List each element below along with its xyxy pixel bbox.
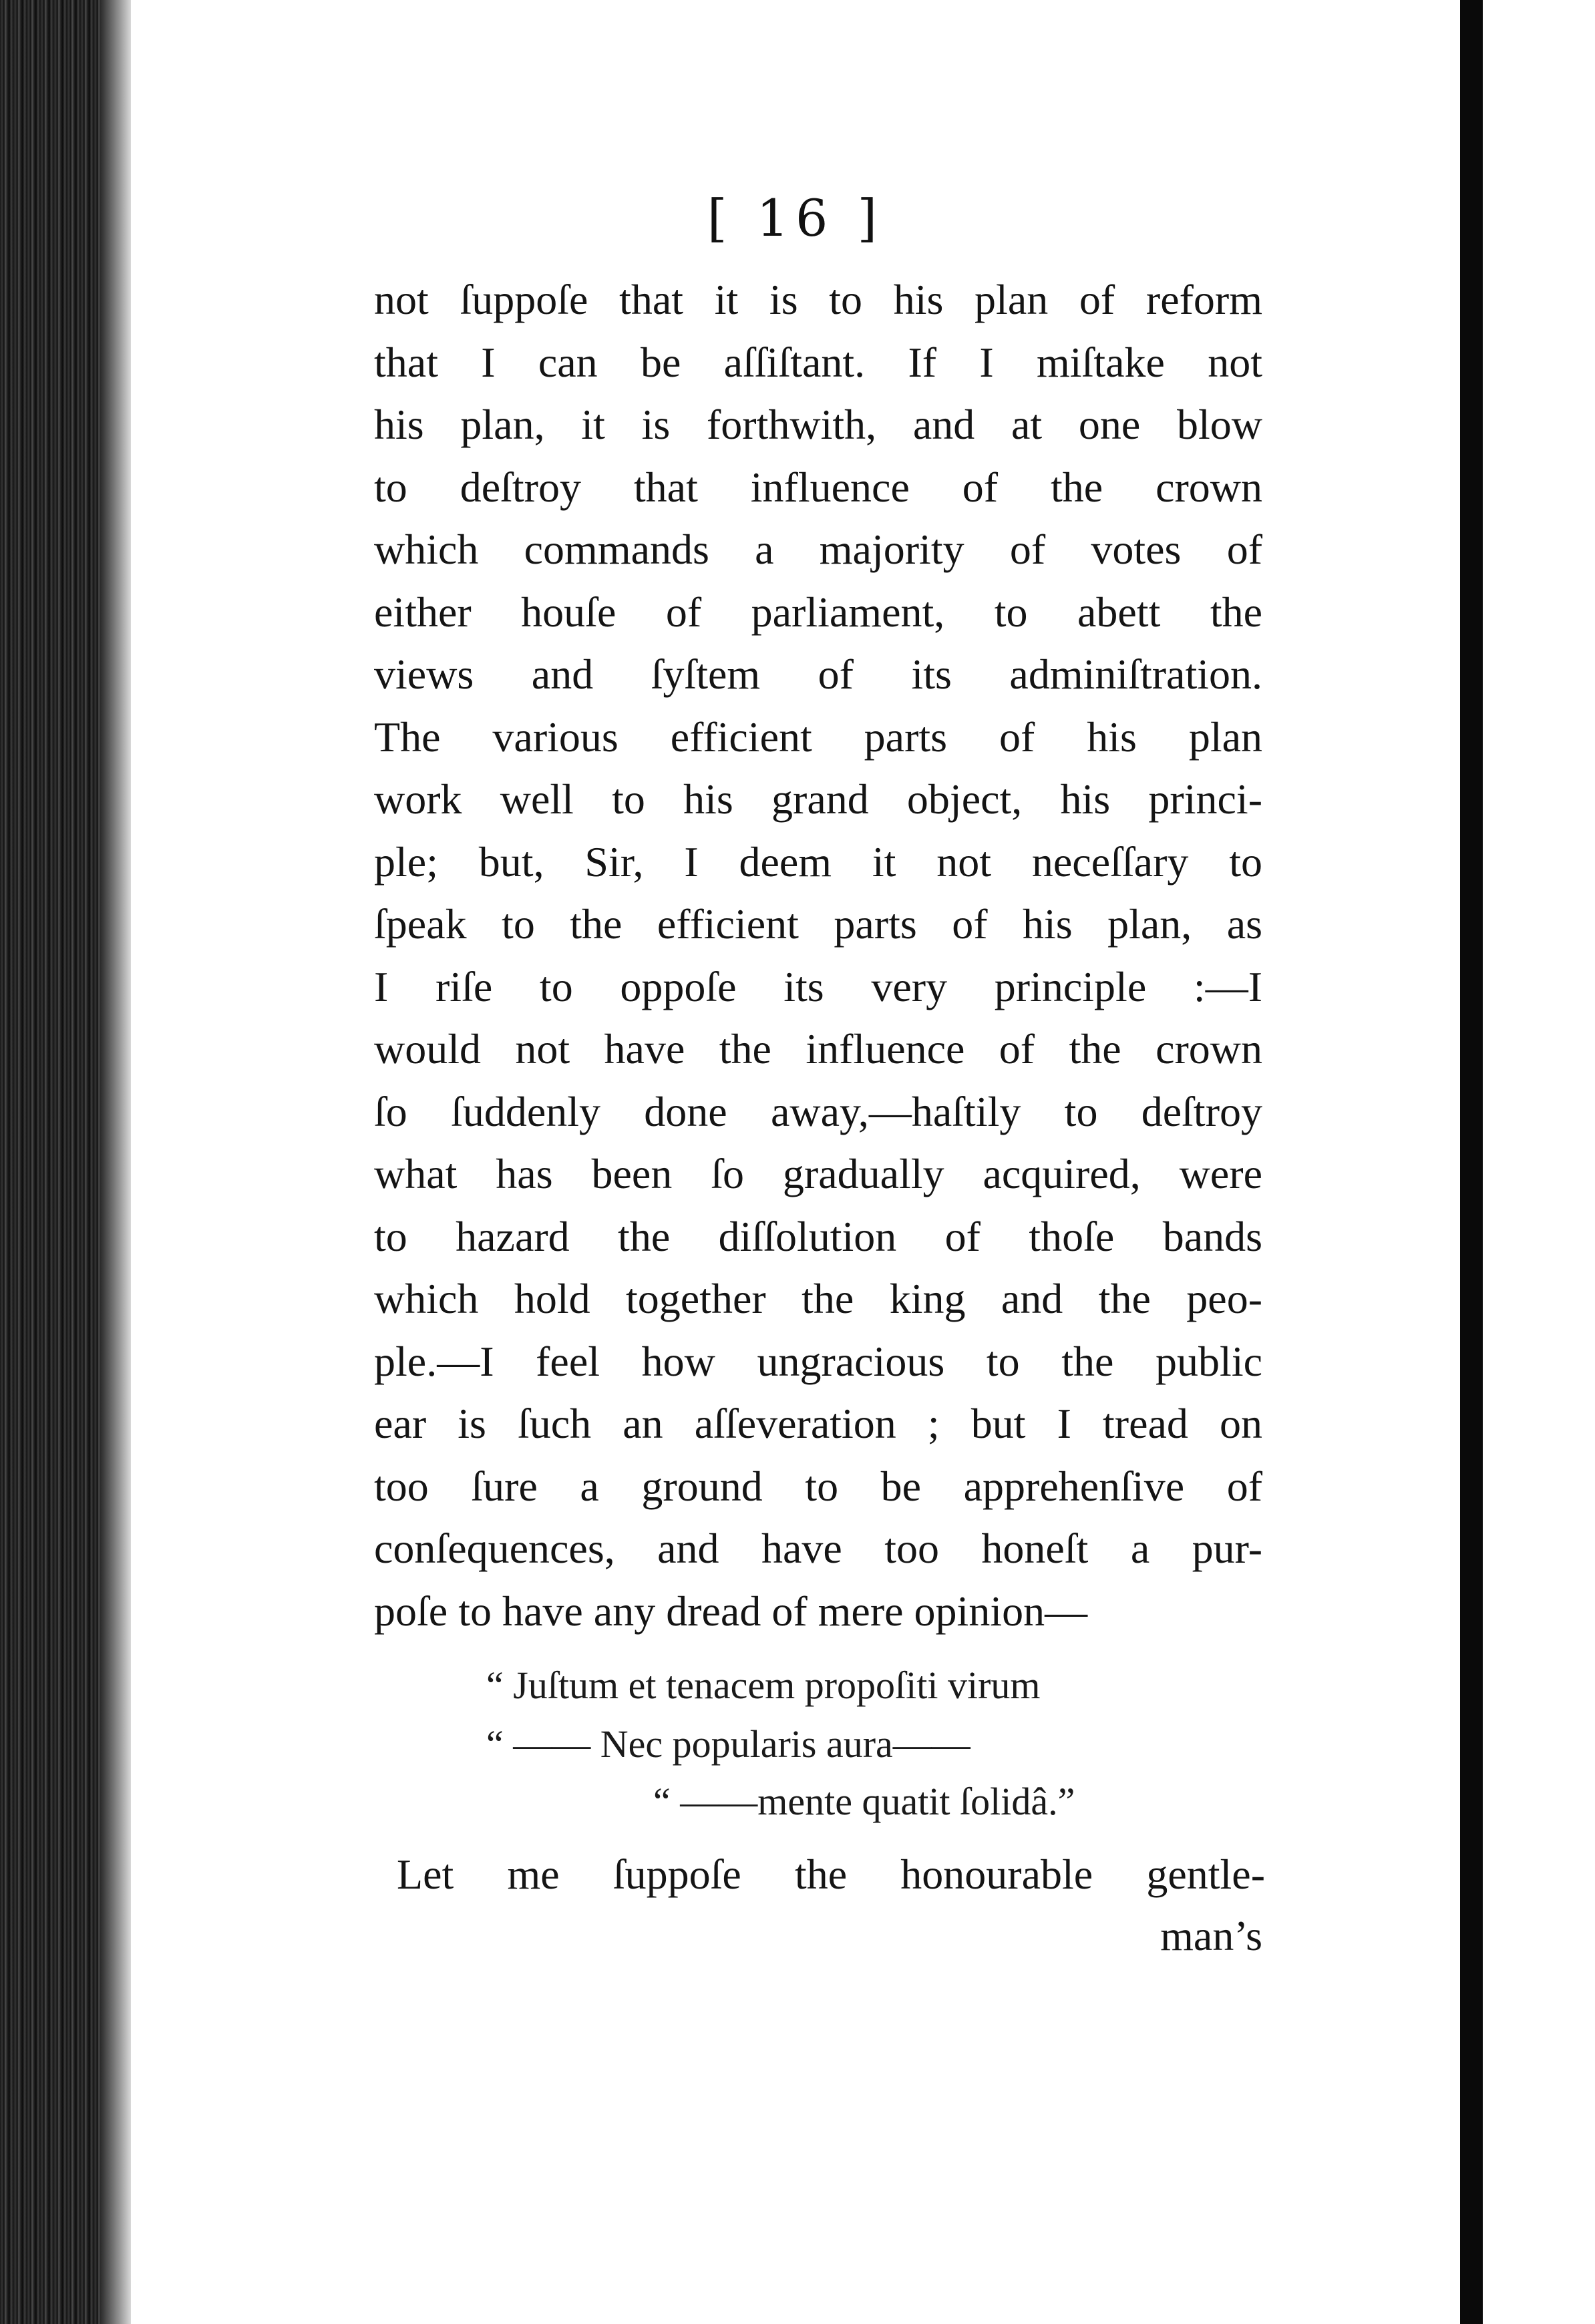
text-line: ple.—I feel how ungracious to the public	[374, 1337, 1262, 1385]
text-line: ſpeak to the efficient parts of his plan, as	[374, 900, 1262, 948]
text-line: poſe to have any dread of mere opinion—	[374, 1587, 1088, 1635]
catchword: man’s	[1160, 1912, 1262, 1959]
text-line: work well to his grand object, his princi-	[374, 775, 1262, 823]
text-line: which commands a majority of votes of	[374, 526, 1262, 573]
text-line: too ſure a ground to be apprehenſive of	[374, 1462, 1262, 1510]
spine-edge	[100, 0, 134, 2324]
latin-quote-line: “ ——mente quatit ſolidâ.”	[653, 1780, 1075, 1823]
text-line: his plan, it is forthwith, and at one blow	[374, 401, 1262, 448]
closing-line: Let me ſuppoſe the honourable gentle-	[397, 1851, 1265, 1898]
text-line: ple; but, Sir, I deem it not neceſſary to	[374, 837, 1262, 886]
body-text	[374, 268, 1262, 1642]
text-line: to hazard the diſſolution of thoſe bands	[374, 1212, 1262, 1260]
text-line: would not have the influence of the crown	[374, 1025, 1262, 1073]
text-line: conſequences, and have too honeſt a pur-	[374, 1525, 1262, 1572]
text-line: not ſuppoſe that it is to his plan of reform	[374, 276, 1262, 323]
text-line: ſo ſuddenly done away,—haſtily to deſtroy	[374, 1087, 1262, 1135]
text-line: that I can be aſſiſtant. If I miſtake not	[374, 338, 1262, 386]
text-line: I riſe to oppoſe its very principle :—I	[374, 962, 1262, 1010]
page-number-header: [ 16 ]	[707, 188, 884, 248]
adjacent-page-edge	[1483, 0, 1595, 2324]
text-line: views and ſyſtem of its adminiſtration.	[374, 650, 1262, 698]
text-line: ear is ſuch an aſſeveration ; but I tread on	[374, 1400, 1262, 1447]
text-line: either houſe of parliament, to abett the	[374, 588, 1262, 636]
text-line: what has been ſo gradually acquired, were	[374, 1150, 1262, 1197]
text-line: to deſtroy that influence of the crown	[374, 463, 1262, 511]
text-line: The various efficient parts of his plan	[374, 713, 1262, 761]
latin-quote-line: “ Juſtum et tenacem propoſiti virum	[486, 1664, 1041, 1707]
latin-quote-line: “ —— Nec popularis aura——	[486, 1722, 970, 1766]
text-line: which hold together the king and the peo-	[374, 1275, 1262, 1322]
page-gutter	[1460, 0, 1483, 2324]
